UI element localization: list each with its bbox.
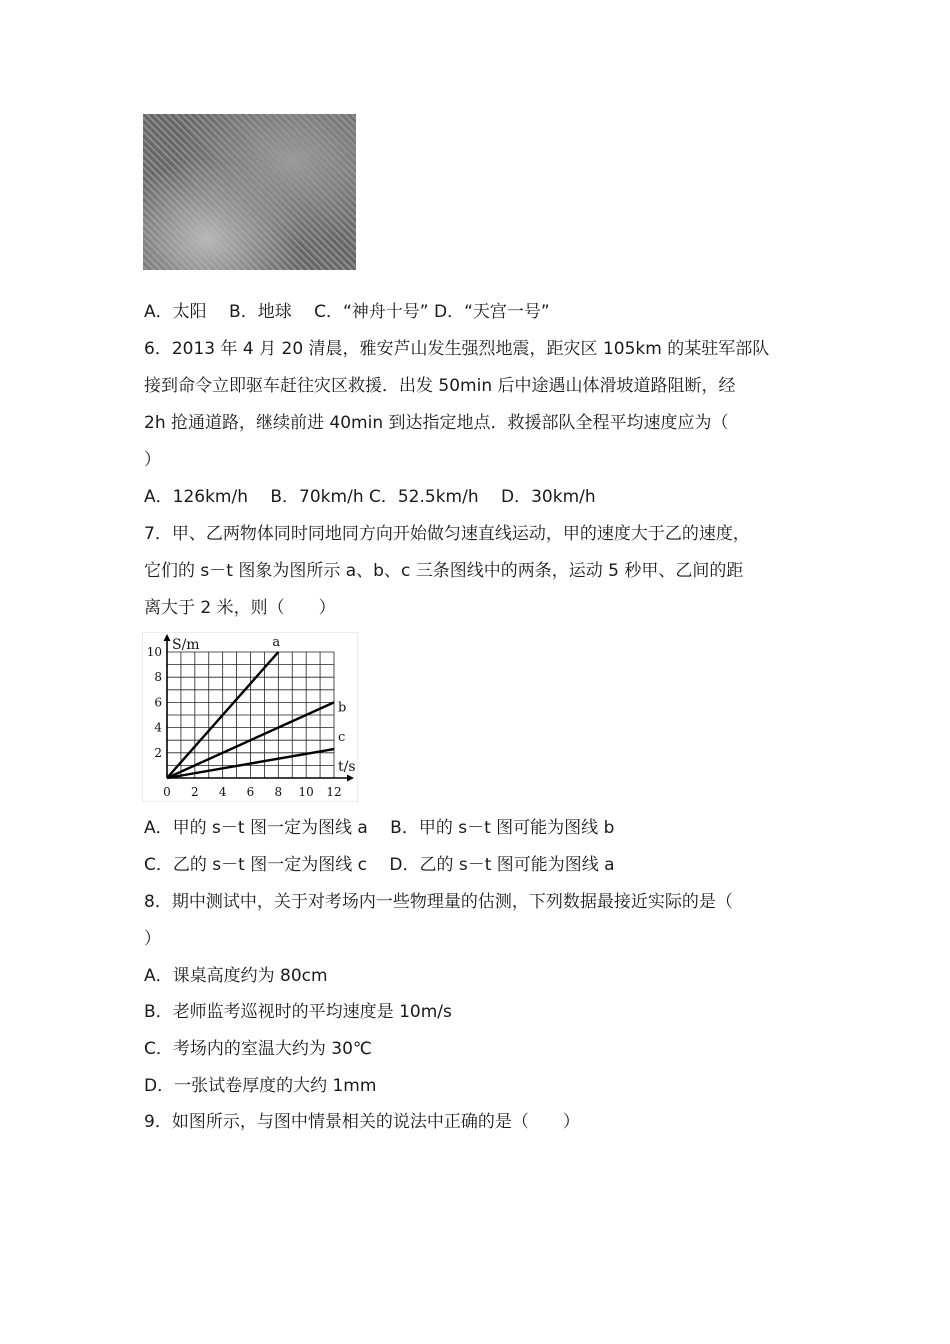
- y-tick-label: 4: [154, 720, 162, 735]
- x-tick-label: 0: [163, 785, 171, 799]
- q7-line2: 它们的 s－t 图象为图所示 a、b、c 三条图线中的两条，运动 5 秒甲、乙间的距: [144, 561, 744, 581]
- q8-option-a: A．课桌高度约为 80cm: [144, 966, 328, 986]
- y-tick-label: 10: [146, 645, 162, 659]
- q5-options: A．太阳 B．地球 C．“神舟十号” D．“天宫一号”: [144, 302, 550, 322]
- q6-options: A．126km/h B．70km/h C．52.5km/h D．30km/h: [144, 487, 596, 507]
- q9-line1: 9．如图所示，与图中情景相关的说法中正确的是（ ）: [144, 1112, 580, 1132]
- q8-line1: 8．期中测试中，关于对考场内一些物理量的估测，下列数据最接近实际的是（: [144, 892, 733, 912]
- y-tick-label: 8: [154, 670, 162, 685]
- q6-line2: 接到命令立即驱车赶往灾区救援．出发 50min 后中途遇山体滑坡道路阻断，经: [144, 376, 736, 396]
- q7-line1: 7．甲、乙两物体同时同地同方向开始做匀速直线运动，甲的速度大于乙的速度，: [144, 524, 750, 544]
- y-tick-label: 2: [154, 745, 162, 760]
- q7-options-row1: A．甲的 s－t 图一定为图线 a B．甲的 s－t 图可能为图线 b: [144, 818, 615, 838]
- satellite-debris-photo: [143, 114, 356, 270]
- series-label-b: b: [338, 700, 347, 716]
- q6-line3: 2h 抢通道路，继续前进 40min 到达指定地点．救援部队全程平均速度应为（: [144, 413, 729, 433]
- q6-line4: ）: [144, 450, 161, 470]
- q8-option-d: D．一张试卷厚度的大约 1mm: [144, 1076, 377, 1096]
- x-tick-label: 6: [246, 785, 255, 799]
- x-tick-label: 12: [326, 785, 342, 799]
- q7-line3: 离大于 2 米，则（ ）: [144, 598, 336, 618]
- st-graph: [142, 632, 358, 802]
- x-tick-label: 2: [191, 785, 199, 799]
- x-tick-label: 8: [274, 785, 283, 799]
- series-label-a: a: [272, 635, 281, 650]
- y-tick-label: 6: [154, 695, 162, 710]
- q7-options-row2: C．乙的 s－t 图一定为图线 c D．乙的 s－t 图可能为图线 a: [144, 855, 615, 875]
- x-tick-label: 4: [218, 785, 227, 799]
- q8-option-c: C．考场内的室温大约为 30℃: [144, 1039, 372, 1059]
- q6-line1: 6．2013 年 4 月 20 清晨，雅安芦山发生强烈地震，距灾区 105km 的某驻军部队: [144, 339, 770, 359]
- q8-option-b: B．老师监考巡视时的平均速度是 10m/s: [144, 1002, 452, 1022]
- q8-line2: ）: [144, 929, 161, 949]
- x-axis-label: t/s: [338, 759, 356, 775]
- y-axis-label: S/m: [172, 637, 200, 653]
- series-label-c: c: [338, 730, 346, 746]
- x-tick-label: 10: [298, 785, 314, 799]
